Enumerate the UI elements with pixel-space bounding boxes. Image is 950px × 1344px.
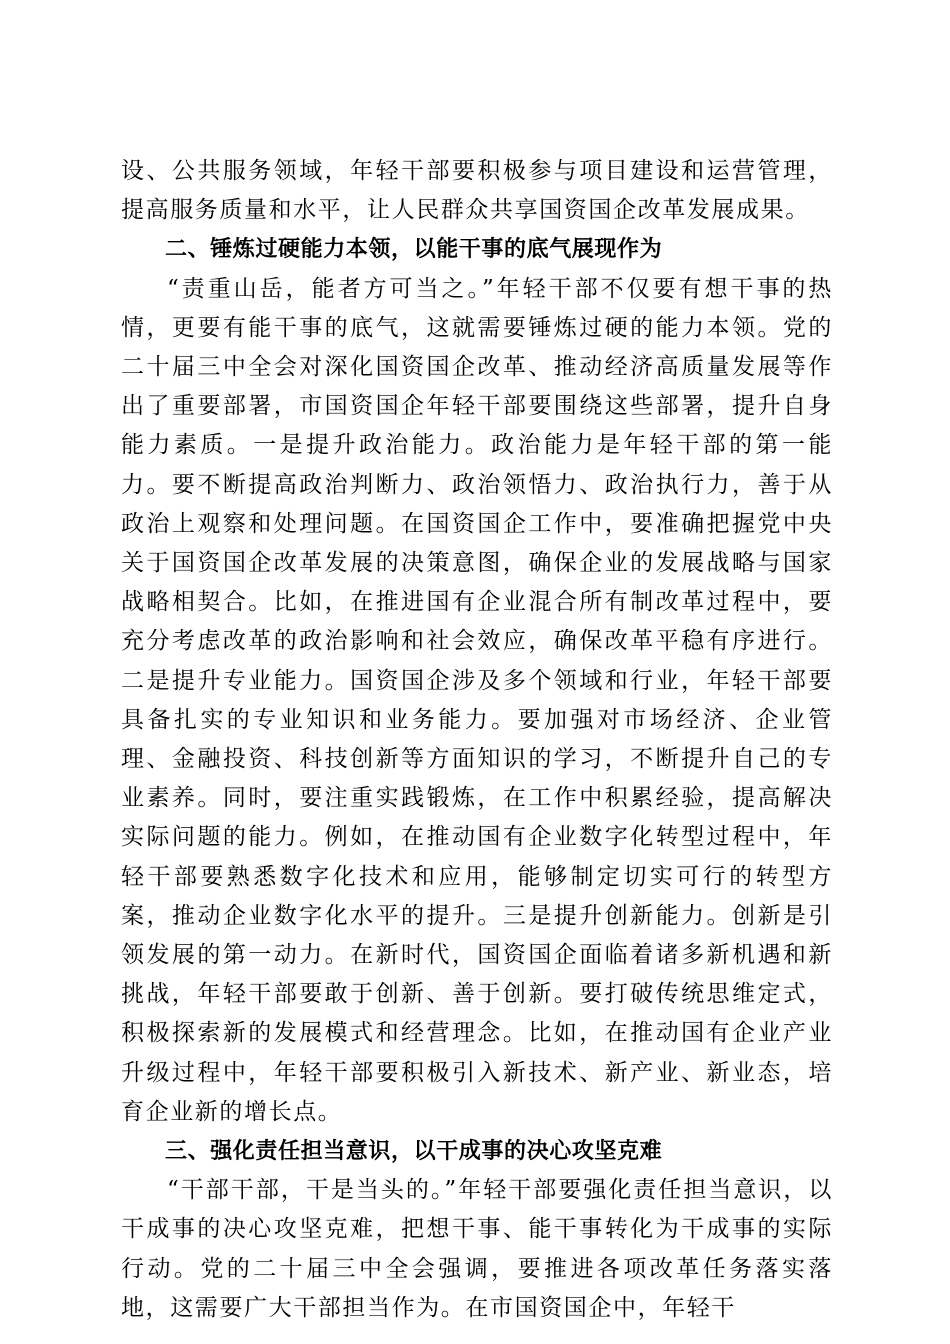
document-body: [121, 152, 833, 1328]
section-heading-three: 三、强化责任担当意识，以干成事的决心攻坚克难: [165, 1139, 663, 1165]
body-paragraph-continued: 设、公共服务领域，年轻干部要积极参与项目建设和运营管理，提高服务质量和水平，让人民群众共享国资国企改革发展成果。: [121, 158, 833, 224]
body-paragraph-responsibility: “干部干部，干是当头的。”年轻干部要强化责任担当意识，以干成事的决心攻坚克难，把想干事、能干事转化为干成事的实际行动。党的二十届三中全会强调，要推进各项改革任务落实落地，这需要广大干部担当作为。在市国资国企中，年轻干: [121, 1177, 833, 1321]
section-heading-two: 二、锤炼过硬能力本领，以能干事的底气展现作为: [165, 237, 663, 263]
body-paragraph-ability: “责重山岳，能者方可当之。”年轻干部不仅要有想干事的热情，更要有能干事的底气，这就需要锤炼过硬的能力本领。党的二十届三中全会对深化国资国企改革、推动经济高质量发展等作出了重要部署，市国资国企年轻干部要围绕这些部署，提升自身能力素质。一是提升政治能力。政治能力是年轻干部的第一能力。要不断提高政治判断力、政治领悟力、政治执行力，善于从政治上观察和处理问题。在国资国企工作中，要准确把握党中央关于国资国企改革发展的决策意图，确保企业的发展战略与国家战略相契合。比如，在推进国有企业混合所有制改革过程中，要充分考虑改革的政治影响和社会效应，确保改革平稳有序进行。二是提升专业能力。国资国企涉及多个领域和行业，年轻干部要具备扎实的专业知识和业务能力。要加强对市场经济、企业管理、金融投资、科技创新等方面知识的学习，不断提升自己的专业素养。同时，要注重实践锻炼，在工作中积累经验，提高解决实际问题的能力。例如，在推动国有企业数字化转型过程中，年轻干部要熟悉数字化技术和应用，能够制定切实可行的转型方案，推动企业数字化水平的提升。三是提升创新能力。创新是引领发展的第一动力。在新时代，国资国企面临着诸多新机遇和新挑战，年轻干部要敢于创新、善于创新。要打破传统思维定式，积极探索新的发展模式和经营理念。比如，在推动国有企业产业升级过程中，年轻干部要积极引入新技术、新产业、新业态，培育企业新的增长点。: [121, 275, 833, 1125]
